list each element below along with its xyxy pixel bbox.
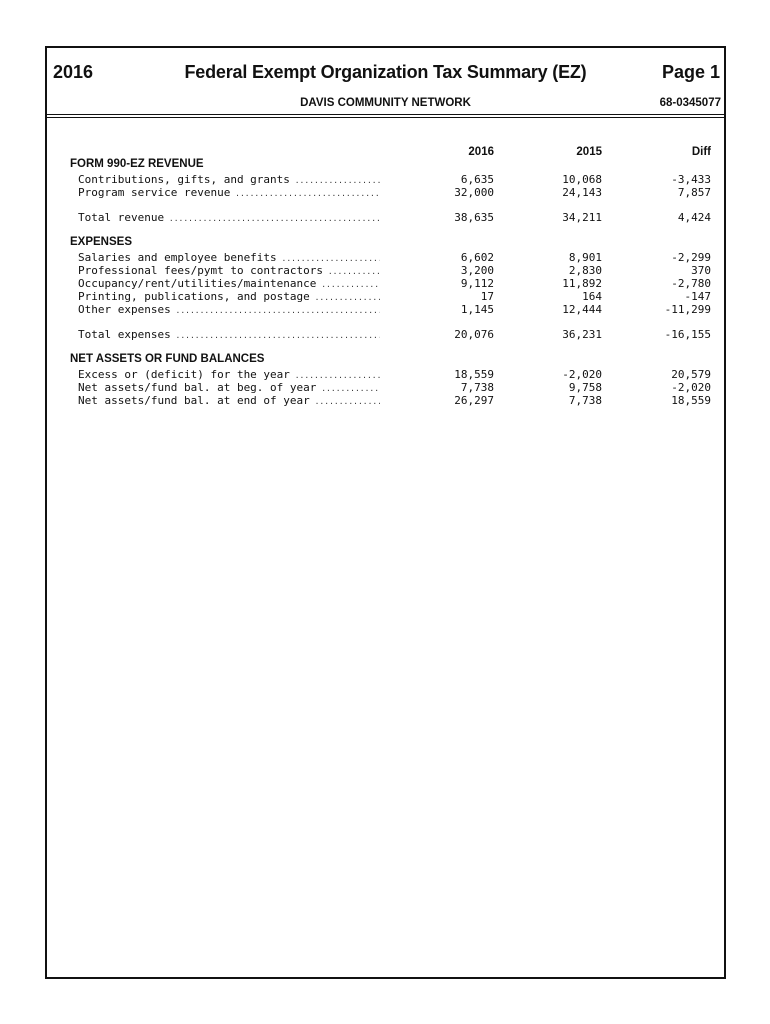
table-row xyxy=(47,251,724,264)
value-prior: 9,758 xyxy=(568,381,602,394)
value-prior: 10,068 xyxy=(562,173,602,186)
table-row xyxy=(47,303,724,316)
section-heading-revenue: FORM 990-EZ REVENUE xyxy=(70,158,204,170)
row-label: Excess or (deficit) for the year ..... xyxy=(78,368,380,382)
value-current: 3,200 xyxy=(460,264,494,277)
value-prior: 2,830 xyxy=(568,264,602,277)
value-prior: 12,444 xyxy=(562,303,602,316)
page-number: Page 1 xyxy=(661,62,720,82)
value-current: 6,635 xyxy=(460,173,494,186)
value-diff: 7,857 xyxy=(677,186,711,199)
value-current: 20,076 xyxy=(454,328,494,341)
row-label: Professional fees/pymt to contractors ..... xyxy=(78,264,380,278)
value-prior: 24,143 xyxy=(562,186,602,199)
value-current: 32,000 xyxy=(454,186,494,199)
value-current: 38,635 xyxy=(454,211,494,224)
table-row xyxy=(47,173,724,186)
row-label: Total revenue ..... xyxy=(78,211,380,225)
report-subheader xyxy=(47,88,724,116)
value-current: 6,602 xyxy=(460,251,494,264)
tax-year: 2016 xyxy=(53,62,94,82)
value-prior: 164 xyxy=(582,290,602,303)
column-header-diff: Diff xyxy=(691,146,711,158)
value-diff: -16,155 xyxy=(664,328,711,341)
row-label: Occupancy/rent/utilities/maintenance ..... xyxy=(78,277,380,291)
value-diff: -11,299 xyxy=(664,303,711,316)
section-heading-expenses: EXPENSES xyxy=(70,236,132,248)
value-diff: 18,559 xyxy=(671,394,711,407)
value-current: 18,559 xyxy=(454,368,494,381)
value-prior: 11,892 xyxy=(562,277,602,290)
value-current: 17 xyxy=(480,290,494,303)
value-current: 1,145 xyxy=(460,303,494,316)
report-title: Federal Exempt Organization Tax Summary (EZ) xyxy=(184,62,587,82)
value-diff: -2,299 xyxy=(671,251,711,264)
value-prior: 7,738 xyxy=(568,394,602,407)
row-label: Contributions, gifts, and grants ..... xyxy=(78,173,380,187)
value-prior: 8,901 xyxy=(568,251,602,264)
report-frame xyxy=(45,46,726,979)
value-diff: -2,780 xyxy=(671,277,711,290)
row-label: Printing, publications, and postage ..... xyxy=(78,290,380,304)
value-diff: 20,579 xyxy=(671,368,711,381)
value-prior: 34,211 xyxy=(562,211,602,224)
header-divider xyxy=(47,114,724,115)
total-row-expenses xyxy=(47,328,724,341)
row-label: Program service revenue ..... xyxy=(78,186,380,200)
value-prior: -2,020 xyxy=(562,368,602,381)
organization-name: DAVIS COMMUNITY NETWORK xyxy=(300,97,471,109)
header-divider-double xyxy=(47,117,724,118)
table-row xyxy=(47,264,724,277)
value-current: 26,297 xyxy=(454,394,494,407)
value-diff: 370 xyxy=(691,264,711,277)
report-header xyxy=(47,48,724,88)
table-row xyxy=(47,394,724,407)
value-diff: -3,433 xyxy=(671,173,711,186)
value-prior: 36,231 xyxy=(562,328,602,341)
table-row xyxy=(47,381,724,394)
row-label: Total expenses ..... xyxy=(78,328,380,342)
row-label: Salaries and employee benefits ..... xyxy=(78,251,380,265)
section-heading-net-assets: NET ASSETS OR FUND BALANCES xyxy=(70,353,265,365)
table-row xyxy=(47,290,724,303)
total-row-revenue xyxy=(47,211,724,224)
ein-number: 68-0345077 xyxy=(659,97,721,109)
value-current: 7,738 xyxy=(460,381,494,394)
table-row xyxy=(47,186,724,199)
column-header-prior: 2015 xyxy=(576,146,602,158)
row-label: Net assets/fund bal. at beg. of year ..... xyxy=(78,381,380,395)
value-diff: 4,424 xyxy=(677,211,711,224)
value-diff: -2,020 xyxy=(671,381,711,394)
table-row xyxy=(47,368,724,381)
row-label: Other expenses ..... xyxy=(78,303,380,317)
column-header-current: 2016 xyxy=(468,146,494,158)
value-current: 9,112 xyxy=(460,277,494,290)
table-row xyxy=(47,277,724,290)
row-label: Net assets/fund bal. at end of year ..... xyxy=(78,394,380,408)
value-diff: -147 xyxy=(684,290,711,303)
